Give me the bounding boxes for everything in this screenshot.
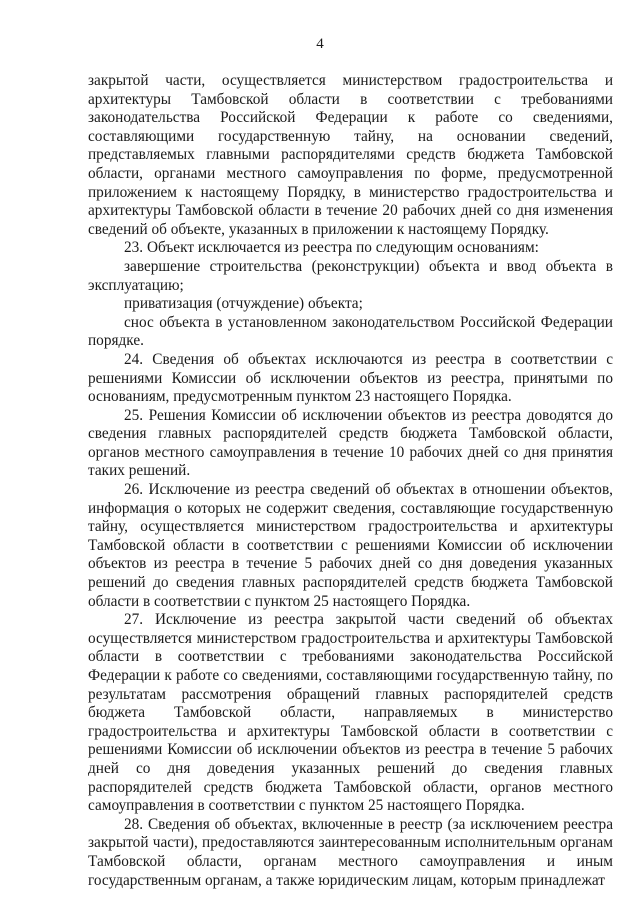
paragraph-25: 25. Решения Комиссии об исключении объектов из реестра доводятся до сведения главных распорядителей средств бюджета Тамбовской области, органов местного самоуправления в течение 10 рабочих дней со дня принятия таких решений. [88,406,613,480]
paragraph-23-basis-2: приватизация (отчуждение) объекта; [124,295,363,313]
paragraph-23-basis-1: завершение строительства (реконструкции) объекта и ввод объекта в эксплуатацию; [88,257,613,294]
document-body [88,72,613,890]
paragraph-continuation: закрытой части, осуществляется министерством градостроительства и архитектуры Тамбовской области в соответствии с требованиями законодательства Российской Федерации к работе со сведениями, составляющими государственную тайну, на основании сведений, представляемых главными распорядителями средств бюджета Тамбовской области, органами местного самоуправления по форме, предусмотренной приложением к настоящему Порядку, в министерство градостроительства и архитектуры Тамбовской области в течение 20 рабочих дней со дня изменения сведений об объекте, указанных в приложении к настоящему Порядку. [88,72,613,238]
paragraph-24: 24. Сведения об объектах исключаются из реестра в соответствии с решениями Комиссии об исключении объектов из реестра, принятыми по основаниям, предусмотренным пунктом 23 настоящего Порядка. [88,350,613,406]
paragraph-27: 27. Исключение из реестра закрытой части сведений об объектах осуществляется министерством градостроительства и архитектуры Тамбовской области в соответствии с требованиями законодательства Российской Федерации к работе со сведениями, составляющими государственную тайну, по результатам рассмотрения обращений главных распорядителей средств бюджета Тамбовской области, направляемых в министерство градостроительства и архитектуры Тамбовской области в соответствии с решениями Комиссии об исключении объектов из реестра в течение 5 рабочих дней со дня доведения указанных решений до сведения главных распорядителей средств бюджета Тамбовской области, органов местного самоуправления в соответствии с пунктом 25 настоящего Порядка. [88,611,613,815]
paragraph-23-basis-3: снос объекта в установленном законодательством Российской Федерации порядке. [88,313,613,350]
paragraph-23: 23. Объект исключается из реестра по следующим основаниям: [124,239,539,257]
paragraph-26: 26. Исключение из реестра сведений об объектах в отношении объектов, информация о которых не содержит сведения, составляющие государственную тайну, осуществляется министерством градостроительства и архитектуры Тамбовской области в соответствии с решениями Комиссии об исключении объектов из реестра в течение 5 рабочих дней со дня доведения указанных решений до сведения главных распорядителей средств бюджета Тамбовской области в соответствии с пунктом 25 настоящего Порядка. [88,481,613,610]
page-number: 4 [316,36,324,52]
paragraph-28: 28. Сведения об объектах, включенные в реестр (за исключением реестра закрытой части), предоставляются заинтересованным исполнительным органам Тамбовской области, органам местного самоуправления и иным государственным органам, а также юридическим лицам, которым принадлежат [88,815,613,889]
